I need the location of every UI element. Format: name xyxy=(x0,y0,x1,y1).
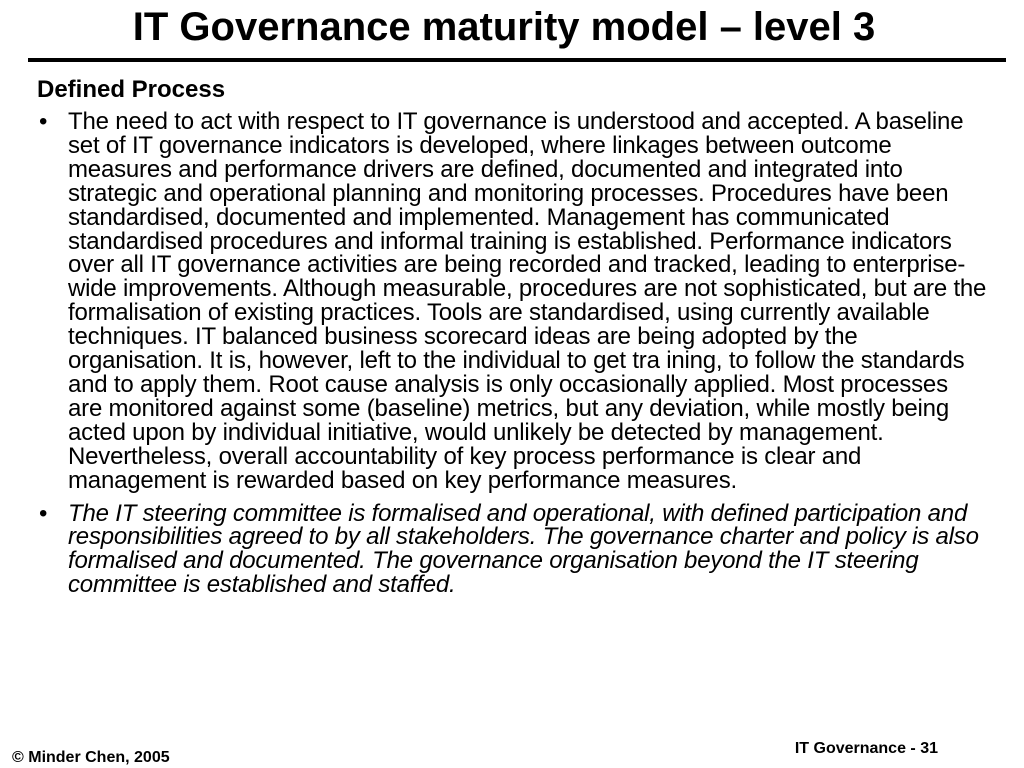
section-heading: Defined Process xyxy=(37,76,226,103)
footer-copyright: © Minder Chen, 2005 xyxy=(12,749,170,766)
bullet-item-defined-process xyxy=(37,110,987,493)
slide-content xyxy=(37,76,987,606)
bullet-text: The need to act with respect to IT governance is understood and accepted. A baseline set of IT governance indicators is developed, where linkages between outcome measures and performance drivers are defined, documented and integrated into strategic and operational planning and monitoring processes. Procedures have been standardised, documented and implemented. Management has communicated standardised procedures and informal training is established. Performance indicators over all IT governance activities are being recorded and tracked, leading to enterprise-wide improvements. Although measurable, procedures are not sophisticated, but are the formalisation of existing practices. Tools are standardised, using currently available techniques. IT balanced business scorecard ideas are being adopted by the organisation. It is, however, left to the individual to get tra ining, to follow the standards and to apply them. Root cause analysis is only occasionally applied. Most processes are monitored against some (baseline) metrics, but any deviation, while mostly being acted upon by individual initiative, would unlikely be detected by management. Nevertheless, overall accountability of key process performance is clear and management is rewarded based on key performance measures. xyxy=(68,108,987,494)
title-underline xyxy=(28,58,1006,62)
bullet-text: The IT steering committee is formalised and operational, with defined participation and responsibilities agreed to by all stakeholders. The governance charter and policy is also formalised and documented. The governance organisation beyond the IT steering committee is established and staffed. xyxy=(68,499,979,599)
bullet-point-icon: • xyxy=(39,499,48,527)
bullet-item-steering-committee xyxy=(37,499,987,599)
bullet-list xyxy=(37,110,987,597)
bullet-point-icon: • xyxy=(39,108,48,135)
slide-title: IT Governance maturity model – level 3 xyxy=(132,5,876,49)
footer-page-label: IT Governance - 31 xyxy=(794,740,938,757)
